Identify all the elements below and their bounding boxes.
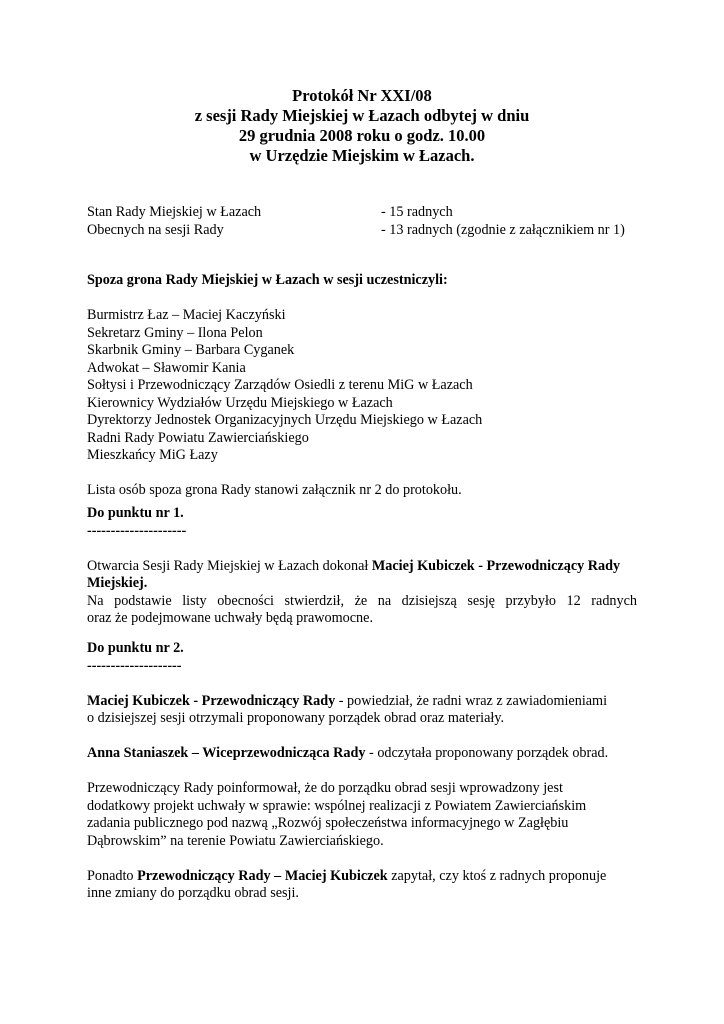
speaker-name: Anna Staniaszek – Wiceprzewodnicząca Rady bbox=[87, 745, 366, 761]
point-2-paragraph-3: Przewodniczący Rady poinformował, że do porządku obrad sesji wprowadzony jest bbox=[87, 780, 563, 796]
point-2-paragraph-4-cont: inne zmiany do porządku obrad sesji. bbox=[87, 885, 299, 901]
point-2-paragraph-1: Maciej Kubiczek - Przewodniczący Rady - powiedział, że radni wraz z zawiadomieniami bbox=[87, 692, 608, 709]
speaker-name: Przewodniczący Rady – Maciej Kubiczek bbox=[137, 867, 388, 884]
point-1-paragraph-2: Na podstawie listy obecności stwierdził, że na dzisiejszą sesję przybyło 12 radnych bbox=[87, 592, 637, 609]
attendance-label: Stan Rady Miejskiej w Łazach bbox=[87, 204, 262, 220]
guests-block bbox=[87, 272, 637, 500]
point-1-paragraph-1: Otwarcia Sesji Rady Miejskiej w Łazach dokonał Maciej Kubiczek - Przewodniczący Rady bbox=[87, 557, 621, 574]
guest-item: Radni Rady Powiatu Zawierciańskiego bbox=[87, 429, 309, 446]
point-2-paragraph-3-cont: dodatkowy projekt uchwały w sprawie: wspólnej realizacji z Powiatem Zawierciańskim bbox=[87, 797, 587, 814]
attendance-row bbox=[87, 222, 637, 240]
point-2-paragraph-3-cont: zadania publicznego pod nazwą „Rozwój społeczeństwa informacyjnego w Zagłębiu bbox=[87, 815, 569, 831]
guests-heading: Spoza grona Rady Miejskiej w Łazach w sesji uczestniczyli: bbox=[87, 272, 448, 288]
protocol-title bbox=[0, 86, 724, 166]
point-2-rule: -------------------- bbox=[87, 657, 182, 674]
guest-item: Sekretarz Gminy – Ilona Pelon bbox=[87, 324, 263, 341]
point-1-heading: Do punktu nr 1. bbox=[87, 505, 184, 521]
guest-item: Mieszkańcy MiG Łazy bbox=[87, 447, 218, 463]
point-1-paragraph-2-cont: oraz że podejmowane uchwały będą prawomocne. bbox=[87, 610, 373, 626]
attendance-row bbox=[87, 204, 637, 222]
point-1-paragraph-1-cont: Miejskiej. bbox=[87, 575, 148, 591]
title-line-2: z sesji Rady Miejskiej w Łazach odbytej w dniu bbox=[194, 106, 530, 125]
title-line-1: Protokół Nr XXI/08 bbox=[292, 86, 432, 105]
guest-item: Kierownicy Wydziałów Urzędu Miejskiego w Łazach bbox=[87, 394, 393, 411]
attendance-block bbox=[87, 204, 637, 239]
attendance-label: Obecnych na sesji Rady bbox=[87, 221, 224, 238]
guest-item: Adwokat – Sławomir Kania bbox=[87, 359, 246, 376]
attendance-value: - 15 radnych bbox=[381, 204, 453, 220]
point-2-paragraph-4: Ponadto Przewodniczący Rady – Maciej Kubiczek zapytał, czy ktoś z radnych proponuje bbox=[87, 867, 607, 884]
speaker-name: Maciej Kubiczek - Przewodniczący Rady bbox=[87, 692, 336, 709]
point-2-paragraph-3-cont: Dąbrowskim” na terenie Powiatu Zawierciańskiego. bbox=[87, 832, 384, 849]
title-line-4: w Urzędzie Miejskim w Łazach. bbox=[249, 146, 475, 165]
guest-item: Burmistrz Łaz – Maciej Kaczyński bbox=[87, 307, 286, 323]
point-1-section bbox=[87, 505, 637, 628]
point-2-section bbox=[87, 640, 637, 903]
point-2-heading: Do punktu nr 2. bbox=[87, 640, 184, 656]
title-line-3: 29 grudnia 2008 roku o godz. 10.00 bbox=[238, 126, 486, 145]
guest-item: Sołtysi i Przewodniczący Zarządów Osiedli z terenu MiG w Łazach bbox=[87, 377, 473, 393]
point-2-paragraph-2: Anna Staniaszek – Wiceprzewodnicząca Rady - odczytała proponowany porządek obrad. bbox=[87, 745, 609, 761]
attendance-value: - 13 radnych (zgodnie z załącznikiem nr 1) bbox=[381, 221, 625, 238]
chairman-name: Maciej Kubiczek - Przewodniczący Rady bbox=[371, 557, 621, 574]
guests-note: Lista osób spoza grona Rady stanowi załącznik nr 2 do protokołu. bbox=[87, 482, 462, 498]
point-2-paragraph-1-cont: o dzisiejszej sesji otrzymali proponowany porządek obrad oraz materiały. bbox=[87, 710, 505, 726]
point-1-rule: --------------------- bbox=[87, 522, 187, 539]
guest-item: Dyrektorzy Jednostek Organizacyjnych Urzędu Miejskiego w Łazach bbox=[87, 412, 483, 428]
guest-item: Skarbnik Gminy – Barbara Cyganek bbox=[87, 342, 295, 358]
